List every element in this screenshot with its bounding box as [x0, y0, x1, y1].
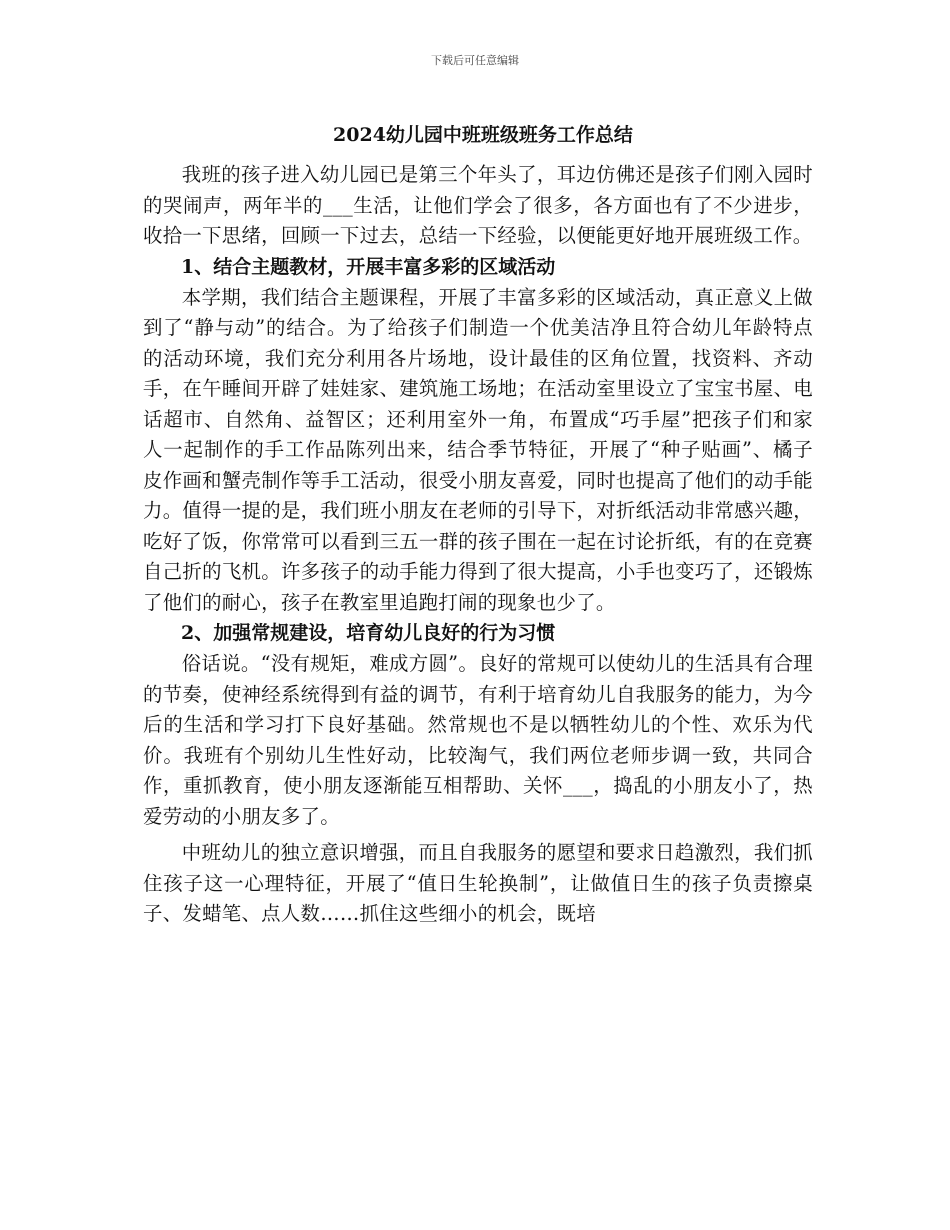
header-note: 下载后可任意编辑 [431, 54, 519, 67]
document-body [143, 118, 813, 930]
section-1-heading: 1、结合主题教材，开展丰富多彩的区域活动 [181, 255, 556, 278]
intro-paragraph: 我班的孩子进入幼儿园已是第三个年头了，耳边仿佛还是孩子们刚入园时的哭闹声，两年半的___生活，让他们学会了很多，各方面也有了不少进步，收拾一下思绪，回顾一下过去，总结一下经验，以便能更好地开展班级工作。 [143, 163, 813, 247]
section-2-paragraph-1: 俗话说。“没有规矩，难成方圆”。良好的常规可以使幼儿的生活具有合理的节奏，使神经系统得到有益的调节，有利于培育幼儿自我服务的能力，为今后的生活和学习打下良好基础。然常规也不是以牺牲幼儿的个性、欢乐为代价。我班有个别幼儿生性好动，比较淘气，我们两位老师步调一致，共同合作，重抓教育，使小朋友逐渐能互相帮助、关怀___，捣乱的小朋友小了，热爱劳动的小朋友多了。 [143, 652, 813, 828]
section-2-paragraph-2: 中班幼儿的独立意识增强，而且自我服务的愿望和要求日趋激烈，我们抓住孩子这一心理特征，开展了“值日生轮换制”，让做值日生的孩子负责擦桌子、发蜡笔、点人数……抓住这些细小的机会，既培 [143, 841, 813, 925]
section-1-paragraph: 本学期，我们结合主题课程，开展了丰富多彩的区域活动，真正意义上做到了“静与动”的结合。为了给孩子们制造一个优美洁净且符合幼儿年龄特点的活动环境，我们充分利用各片场地，设计最佳的区角位置，找资料、齐动手，在午睡间开辟了娃娃家、建筑施工场地；在活动室里设立了宝宝书屋、电话超市、自然角、益智区；还利用室外一角，布置成“巧手屋”把孩子们和家人一起制作的手工作品陈列出来，结合季节特征，开展了“种子贴画”、橘子皮作画和蟹壳制作等手工活动，很受小朋友喜爱，同时也提高了他们的动手能力。值得一提的是，我们班小朋友在老师的引导下，对折纸活动非常感兴趣，吃好了饭，你常常可以看到三五一群的孩子围在一起在讨论折纸，有的在竞赛自己折的飞机。许多孩子的动手能力得到了很大提高，小手也变巧了，还锻炼了他们的耐心，孩子在教室里追跑打闹的现象也少了。 [143, 285, 813, 614]
document-title: 2024幼儿园中班班级班务工作总结 [333, 124, 633, 146]
section-2-heading: 2、加强常规建设，培育幼儿良好的行为习惯 [181, 622, 556, 644]
